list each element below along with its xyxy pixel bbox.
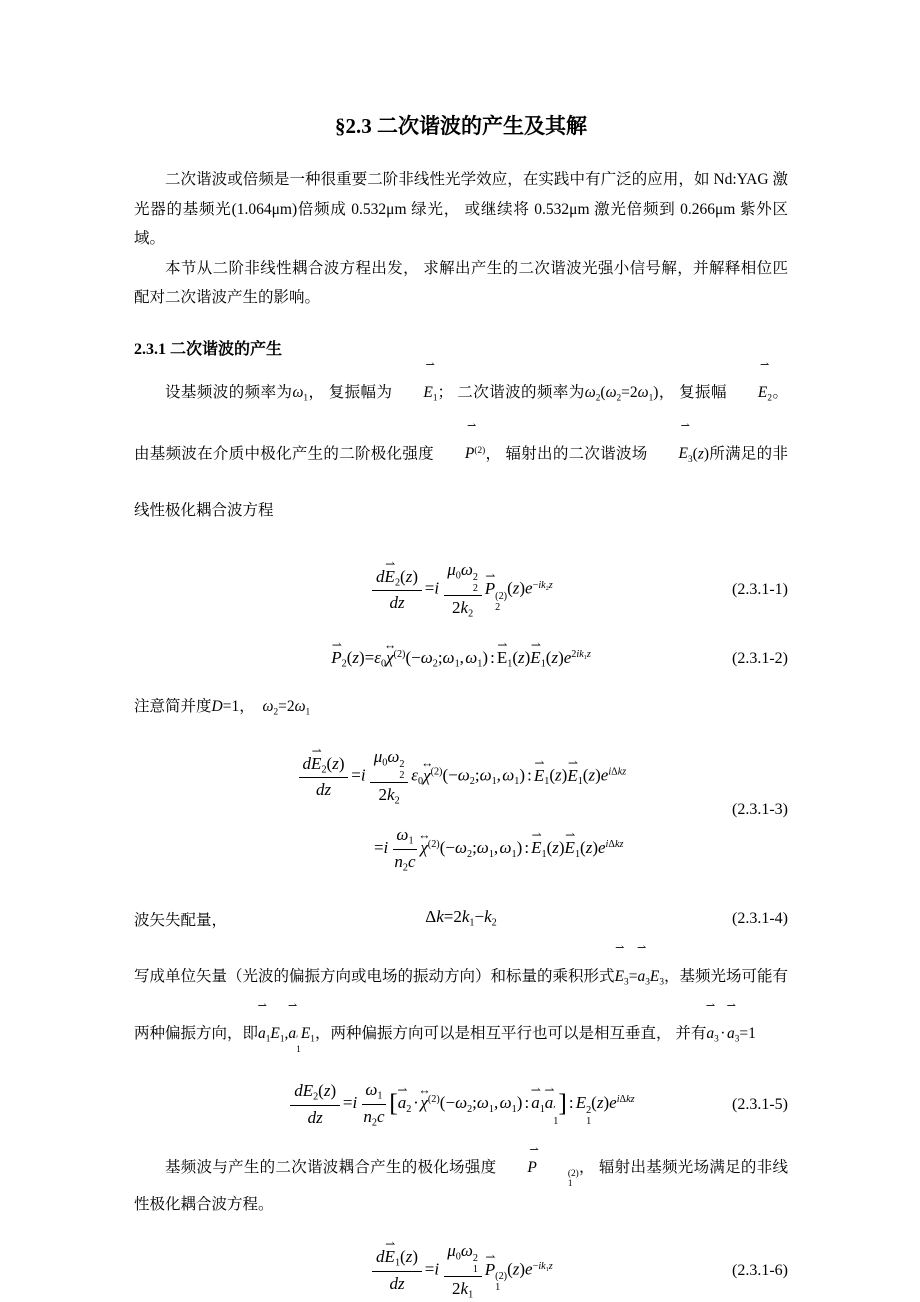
- intro-paragraph-2: 本节从二阶非线性耦合波方程出发， 求解出产生的二次谐波光强小信号解，并解释相位匹配对二次谐波产生的影响。: [134, 259, 788, 307]
- equation-2-3-1-2: [134, 641, 788, 677]
- equation-body: $\frac{d⇀ E_1(z)}{dz}$ =i $\mu_0\omega$ 2 1 $2k_1$ ⇀ P (2) 1 $(z)e^{-ik_1z}$: [369, 1240, 552, 1301]
- equation-2-3-1-1: [134, 553, 788, 626]
- equation-number: (2.3.1-4): [732, 909, 788, 927]
- paragraph-frequencies: 设基频波的频率为$\omega_1$， 复振幅为 ⇀ $E_1$； 二次谐波的频率为$\omega_2(\omega_2=2\omega_1)$， 复振幅 ⇀ $E_2$。由基频波在介质中极化产生的二阶极化强度 ⇀ $P^{(2)}$， 辐射出的二次谐波场 ⇀ $E_3(z)$所满足的非线性极化耦合波方程: [134, 367, 788, 537]
- equation-label: 波矢失配量，: [134, 911, 228, 929]
- paragraph-unit-vectors: 写成单位矢量（光波的偏振方向或电场的振动方向）和标量的乘积形式⇀ $E_3=⇀$ $a_3E_3$，基频光场可能有两种偏振方向，即⇀ $a_1E_1,⇀$ a ′ 1 $E_1$，两种偏振方向可以是相互平行也可以是相互垂直， 并有⇀ $a_3\cdot⇀$ $a_3=1$: [134, 951, 788, 1066]
- equation-2-3-1-6: [134, 1234, 788, 1302]
- equation-number: (2.3.1-6): [732, 1261, 788, 1279]
- equation-body-line-1: $\frac{d⇀ E_2(z)}{dz}$ =i $\mu_0\omega$ 2 2 $2k_2$ $\varepsilon_0\leftrightarrow$ $\chi^{(2)}(-\omega_2;\omega_1,\omega_1)$ : ⇀ $E_1(z)⇀$ $E_1(z)e^{i\Delta kz}$: [296, 746, 626, 807]
- equation-2-3-1-5: [134, 1073, 788, 1136]
- equation-number: (2.3.1-1): [732, 581, 788, 599]
- equation-body: $\Delta k=2k_1-k_2$: [425, 907, 497, 929]
- equation-number: (2.3.1-5): [732, 1095, 788, 1113]
- section-heading-2-3-1: 2.3.1 二次谐波的产生: [134, 340, 283, 358]
- equation-2-3-1-4: [134, 900, 788, 936]
- page-title: §2.3 二次谐波的产生及其解: [335, 114, 587, 138]
- equation-body: $\frac{d⇀ E_2(z)}{dz}$ =i $\mu_0\omega$ 2 2 $2k_2$ ⇀ P (2) 2 $(z)e^{-ik_2z}$: [369, 559, 552, 620]
- equation-body-line-2: =i $\frac{\omega_1}{n_2c}$ ↔ $\chi^{(2)}(-\omega_2;\omega_1,\omega_1)$ : ⇀ $E_1(z)⇀$ $E_1(z)e^{i\Delta kz}$: [374, 824, 626, 875]
- intro-paragraph-1: 二次谐波或倍频是一种很重要二阶非线性光学效应，在实践中有广泛的应用，如 Nd:YAG 激光器的基频光(1.064μm)倍频成 0.532μm 绿光， 或继续将 0.532μm 激光倍频到 0.266μm 紫外区域。: [134, 171, 788, 248]
- equation-number: (2.3.1-3): [732, 801, 788, 819]
- equation-stack: [296, 746, 626, 874]
- equation-body: ⇀ $P_2(z)=\varepsilon_0\leftrightarrow$ $\chi^{(2)}(-\omega_2;\omega_1,\omega_1)$ : ⇀ $E_1(z)⇀$ $E_1(z)e^{2ik_1z}$: [331, 647, 591, 671]
- equation-number: (2.3.1-2): [732, 649, 788, 667]
- equation-body: $\frac{dE_2(z)}{dz}$ =i $\frac{\omega_1}{n_2c}$ [⇀ $a_2\cdot\leftrightarrow$ $\chi^{(2)}(-\omega_2;\omega_1,\omega_1)$ : ⇀ $a_1⇀$ a ′ 1 ] : E 2 1 $(z)e^{i\Delta kz}$: [287, 1079, 634, 1130]
- equation-2-3-1-3: [134, 740, 788, 880]
- paragraph-degeneracy: 注意简并度D=1， $\omega_2=2\omega_1$: [134, 698, 311, 718]
- paragraph-fundamental-coupling: 基频波与产生的二次谐波耦合产生的极化场强度 ⇀ P (2) 1 ， 辐射出基频光场满足的非线性极化耦合波方程。: [134, 1152, 788, 1220]
